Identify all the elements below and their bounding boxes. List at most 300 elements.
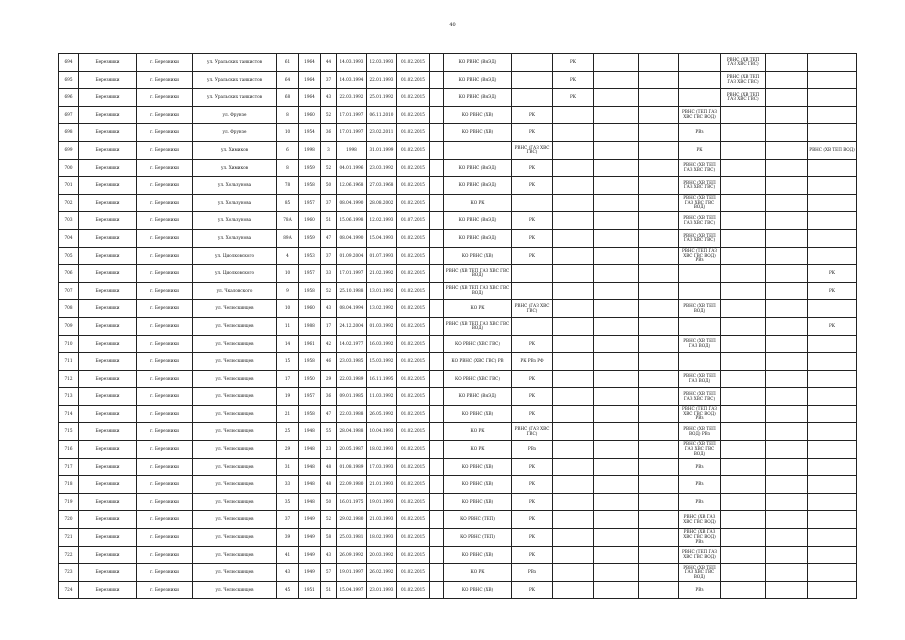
cell-city: г. Березники	[137, 564, 193, 582]
cell-house-number: 8	[277, 106, 299, 124]
cell-city: г. Березники	[137, 335, 193, 353]
cell-works-2017	[553, 317, 594, 335]
cell-house-number: 11	[277, 317, 299, 335]
cell-works-2018	[594, 388, 639, 406]
cell-date-1: 22.03.1992	[337, 89, 367, 107]
cell-row-number: 711	[59, 353, 79, 371]
cell-date-1: 08.04.1994	[337, 300, 367, 318]
cell-works-2015: КО РК	[444, 300, 512, 318]
cell-works-2015: КО РВНС (ВнЭД)	[444, 71, 512, 89]
cell-date-3: 01.02.2015	[397, 511, 430, 529]
cell-works-2017	[553, 159, 594, 177]
cell-works-2017	[553, 370, 594, 388]
cell-row-number: 706	[59, 265, 79, 283]
cell-city: г. Березники	[137, 229, 193, 247]
cell-works-2017	[553, 124, 594, 142]
cell-date-2: 16.03.1992	[367, 335, 397, 353]
cell-build-year: 1949	[299, 511, 321, 529]
cell-city: г. Березники	[137, 441, 193, 459]
cell-date-3: 01.02.2015	[397, 300, 430, 318]
cell-spacer	[430, 493, 444, 511]
cell-spacer	[430, 124, 444, 142]
cell-works-2016: РК	[512, 546, 553, 564]
cell-build-year: 1960	[299, 212, 321, 230]
cell-city: г. Березники	[137, 405, 193, 423]
cell-spacer	[430, 89, 444, 107]
cell-date-2: 26.02.1992	[367, 564, 397, 582]
cell-house-number: 61	[277, 54, 299, 72]
cell-works-2018	[594, 476, 639, 494]
table-row	[59, 159, 857, 177]
cell-city: г. Березники	[137, 141, 193, 159]
cell-row-number: 702	[59, 194, 79, 212]
cell-works-2021	[721, 317, 766, 335]
cell-wear-percent: 48	[321, 476, 337, 494]
cell-city: г. Березники	[137, 581, 193, 599]
cell-spacer	[430, 54, 444, 72]
cell-works-2020	[679, 54, 721, 72]
cell-works-2015: КО РВНС (ВнЭД)	[444, 159, 512, 177]
cell-city: г. Березники	[137, 493, 193, 511]
cell-build-year: 1949	[299, 564, 321, 582]
cell-works-2022	[766, 388, 808, 406]
cell-spacer	[430, 106, 444, 124]
cell-locality: Березники	[79, 229, 137, 247]
cell-city: г. Березники	[137, 247, 193, 265]
cell-spacer	[430, 353, 444, 371]
table-row	[59, 229, 857, 247]
cell-works-2022	[766, 265, 808, 283]
cell-city: г. Березники	[137, 212, 193, 230]
cell-works-2018	[594, 265, 639, 283]
cell-date-3: 01.02.2015	[397, 546, 430, 564]
table-row	[59, 71, 857, 89]
cell-date-1: 28.04.1988	[337, 423, 367, 441]
cell-locality: Березники	[79, 194, 137, 212]
cell-works-2016: РВНС (ГАЗ ХВС ГВС)	[512, 423, 553, 441]
cell-works-2023	[808, 546, 857, 564]
cell-row-number: 699	[59, 141, 79, 159]
cell-works-2023	[808, 458, 857, 476]
cell-date-1: 01.09.2004	[337, 247, 367, 265]
cell-locality: Березники	[79, 89, 137, 107]
cell-street: ул. Хользунова	[193, 212, 277, 230]
cell-works-2018	[594, 141, 639, 159]
cell-date-2: 28.08.2002	[367, 194, 397, 212]
cell-works-2021	[721, 335, 766, 353]
cell-works-2017	[553, 493, 594, 511]
cell-date-1: 15.04.1997	[337, 581, 367, 599]
cell-works-2017	[553, 229, 594, 247]
cell-works-2017	[553, 177, 594, 195]
cell-works-2016	[512, 265, 553, 283]
cell-row-number: 704	[59, 229, 79, 247]
cell-date-1: 15.06.1998	[337, 212, 367, 230]
cell-locality: Березники	[79, 405, 137, 423]
cell-date-2: 11.03.1992	[367, 388, 397, 406]
cell-build-year: 1988	[299, 317, 321, 335]
cell-works-2022	[766, 335, 808, 353]
cell-house-number: 33	[277, 476, 299, 494]
cell-works-2021	[721, 212, 766, 230]
table-row	[59, 423, 857, 441]
cell-works-2018	[594, 529, 639, 547]
cell-street: ул. Челюскинцев	[193, 529, 277, 547]
table-row	[59, 529, 857, 547]
cell-date-3: 01.02.2015	[397, 476, 430, 494]
cell-date-3: 01.02.2015	[397, 124, 430, 142]
cell-date-2: 01.03.1992	[367, 317, 397, 335]
cell-works-2016: РК	[512, 106, 553, 124]
cell-works-2023	[808, 564, 857, 582]
cell-date-1: 26.09.1992	[337, 546, 367, 564]
cell-city: г. Березники	[137, 177, 193, 195]
cell-works-2019	[639, 141, 679, 159]
cell-spacer	[430, 370, 444, 388]
cell-date-1: 23.03.1985	[337, 353, 367, 371]
cell-city: г. Березники	[137, 194, 193, 212]
cell-city: г. Березники	[137, 370, 193, 388]
cell-works-2023	[808, 54, 857, 72]
cell-date-3: 01.02.2015	[397, 493, 430, 511]
cell-works-2016: РВз	[512, 564, 553, 582]
cell-works-2022	[766, 247, 808, 265]
cell-date-3: 01.02.2015	[397, 141, 430, 159]
cell-street: ул. Фрунзе	[193, 106, 277, 124]
cell-works-2023	[808, 405, 857, 423]
cell-street: ул. Чкаловского	[193, 282, 277, 300]
cell-spacer	[430, 441, 444, 459]
cell-works-2020: РВНС (ХВ ТЕП ГАЗ ХВС ГВС ВОД)	[679, 194, 721, 212]
cell-spacer	[430, 265, 444, 283]
cell-works-2020: РВз	[679, 476, 721, 494]
cell-date-2: 17.03.1993	[367, 458, 397, 476]
cell-works-2016: РВНС (ГАЗ ХВС ГВС)	[512, 300, 553, 318]
cell-works-2016: РК	[512, 511, 553, 529]
cell-works-2020: РВНС (ТЕП ГАЗ ХВС ГВС ВОД) РВз	[679, 247, 721, 265]
cell-house-number: 41	[277, 546, 299, 564]
cell-wear-percent: 36	[321, 124, 337, 142]
cell-works-2016: РК	[512, 229, 553, 247]
cell-house-number: 29	[277, 441, 299, 459]
cell-works-2021	[721, 581, 766, 599]
cell-spacer	[430, 194, 444, 212]
cell-works-2021	[721, 388, 766, 406]
cell-works-2017: РК	[553, 71, 594, 89]
cell-build-year: 1950	[299, 370, 321, 388]
cell-works-2016: РК	[512, 476, 553, 494]
cell-works-2018	[594, 159, 639, 177]
cell-date-1: 09.01.1985	[337, 388, 367, 406]
cell-works-2023	[808, 388, 857, 406]
table-row	[59, 124, 857, 142]
cell-works-2020: РВз	[679, 493, 721, 511]
cell-house-number: 89А	[277, 229, 299, 247]
cell-works-2017	[553, 441, 594, 459]
cell-locality: Березники	[79, 141, 137, 159]
cell-date-1: 19.01.1997	[337, 564, 367, 582]
cell-works-2020	[679, 353, 721, 371]
cell-build-year: 1949	[299, 529, 321, 547]
cell-date-1: 16.01.1975	[337, 493, 367, 511]
cell-works-2015: КО РВНС (ХВ)	[444, 546, 512, 564]
cell-locality: Березники	[79, 529, 137, 547]
cell-spacer	[430, 529, 444, 547]
cell-locality: Березники	[79, 124, 137, 142]
cell-row-number: 718	[59, 476, 79, 494]
cell-date-3: 01.02.2015	[397, 317, 430, 335]
cell-city: г. Березники	[137, 300, 193, 318]
cell-house-number: 4	[277, 247, 299, 265]
cell-works-2020: РВНС (ХВ ТЕП ГАЗ ХВС ГВС)	[679, 177, 721, 195]
cell-works-2019	[639, 529, 679, 547]
cell-works-2023	[808, 71, 857, 89]
cell-works-2020: РВНС (ХВ ТЕП ВОД)	[679, 300, 721, 318]
register-table	[58, 53, 857, 599]
cell-build-year: 1960	[299, 300, 321, 318]
cell-works-2017	[553, 353, 594, 371]
cell-date-2: 21.03.1993	[367, 511, 397, 529]
cell-date-2: 21.02.1992	[367, 265, 397, 283]
cell-row-number: 709	[59, 317, 79, 335]
cell-works-2017	[553, 194, 594, 212]
cell-works-2017	[553, 388, 594, 406]
cell-works-2015: КО РВНС (ВнЭД)	[444, 54, 512, 72]
cell-build-year: 1964	[299, 71, 321, 89]
cell-spacer	[430, 423, 444, 441]
cell-works-2019	[639, 212, 679, 230]
cell-city: г. Березники	[137, 54, 193, 72]
cell-locality: Березники	[79, 300, 137, 318]
cell-works-2016: РК	[512, 370, 553, 388]
cell-build-year: 1964	[299, 54, 321, 72]
cell-date-2: 10.04.1993	[367, 423, 397, 441]
cell-house-number: 8	[277, 159, 299, 177]
cell-works-2015: КО РК	[444, 441, 512, 459]
cell-works-2016: РК	[512, 388, 553, 406]
cell-works-2017	[553, 247, 594, 265]
cell-street: ул. Хользунова	[193, 229, 277, 247]
cell-works-2023	[808, 212, 857, 230]
cell-works-2021	[721, 546, 766, 564]
cell-wear-percent: 52	[321, 282, 337, 300]
cell-works-2016: РК	[512, 159, 553, 177]
cell-build-year: 1948	[299, 493, 321, 511]
cell-works-2021	[721, 458, 766, 476]
cell-works-2015: КО РВНС (ВнЭД)	[444, 229, 512, 247]
cell-works-2017	[553, 282, 594, 300]
cell-street: ул. Челюскинцев	[193, 458, 277, 476]
table-row	[59, 265, 857, 283]
cell-works-2017: РК	[553, 54, 594, 72]
cell-date-2: 15.04.1993	[367, 229, 397, 247]
cell-works-2022	[766, 282, 808, 300]
cell-works-2015: КО РВНС (ХВ)	[444, 405, 512, 423]
cell-locality: Березники	[79, 476, 137, 494]
cell-street: ул. Фрунзе	[193, 124, 277, 142]
cell-works-2022	[766, 546, 808, 564]
cell-works-2019	[639, 353, 679, 371]
cell-works-2020	[679, 282, 721, 300]
cell-wear-percent: 43	[321, 89, 337, 107]
cell-works-2020: РВНС (ТЕП ГАЗ ХВС ГВС ВОД)	[679, 106, 721, 124]
cell-works-2018	[594, 511, 639, 529]
cell-row-number: 719	[59, 493, 79, 511]
cell-works-2018	[594, 194, 639, 212]
cell-works-2016	[512, 71, 553, 89]
cell-date-2: 12.03.1993	[367, 54, 397, 72]
cell-date-1: 14.02.1977	[337, 335, 367, 353]
cell-locality: Березники	[79, 54, 137, 72]
cell-works-2020: РВНС (ХВ ТЕП ВОД) РВз	[679, 423, 721, 441]
cell-spacer	[430, 141, 444, 159]
cell-locality: Березники	[79, 335, 137, 353]
cell-street: ул. Уральских танкистов	[193, 71, 277, 89]
cell-spacer	[430, 177, 444, 195]
cell-city: г. Березники	[137, 529, 193, 547]
cell-house-number: 10	[277, 124, 299, 142]
cell-works-2020	[679, 71, 721, 89]
cell-date-2: 27.03.1968	[367, 177, 397, 195]
cell-build-year: 1959	[299, 159, 321, 177]
cell-house-number: 6	[277, 141, 299, 159]
cell-works-2022	[766, 370, 808, 388]
cell-works-2023	[808, 529, 857, 547]
cell-works-2019	[639, 177, 679, 195]
cell-street: ул. Хользунова	[193, 177, 277, 195]
table-row	[59, 106, 857, 124]
cell-works-2019	[639, 265, 679, 283]
cell-works-2021	[721, 282, 766, 300]
cell-street: ул. Химиков	[193, 159, 277, 177]
cell-row-number: 701	[59, 177, 79, 195]
cell-date-1: 1998	[337, 141, 367, 159]
cell-row-number: 698	[59, 124, 79, 142]
cell-wear-percent: 43	[321, 300, 337, 318]
cell-works-2022	[766, 300, 808, 318]
cell-works-2016: РК	[512, 581, 553, 599]
cell-wear-percent: 37	[321, 194, 337, 212]
cell-row-number: 695	[59, 71, 79, 89]
cell-works-2022	[766, 71, 808, 89]
cell-works-2023	[808, 159, 857, 177]
cell-works-2023	[808, 106, 857, 124]
cell-works-2019	[639, 581, 679, 599]
cell-works-2023: РК	[808, 317, 857, 335]
cell-build-year: 1957	[299, 194, 321, 212]
cell-works-2015: КО РК	[444, 423, 512, 441]
cell-date-3: 01.02.2015	[397, 54, 430, 72]
table-row	[59, 89, 857, 107]
cell-works-2022	[766, 423, 808, 441]
cell-wear-percent: 57	[321, 564, 337, 582]
cell-works-2022	[766, 529, 808, 547]
cell-works-2018	[594, 247, 639, 265]
cell-works-2021	[721, 159, 766, 177]
cell-date-2: 21.01.1993	[367, 476, 397, 494]
cell-date-3: 01.07.2015	[397, 212, 430, 230]
cell-date-2: 18.02.1993	[367, 441, 397, 459]
cell-works-2021	[721, 476, 766, 494]
cell-city: г. Березники	[137, 159, 193, 177]
cell-build-year: 1949	[299, 546, 321, 564]
cell-date-3: 01.02.2015	[397, 529, 430, 547]
cell-build-year: 1951	[299, 581, 321, 599]
cell-wear-percent: 51	[321, 212, 337, 230]
cell-works-2021	[721, 124, 766, 142]
cell-works-2019	[639, 194, 679, 212]
cell-spacer	[430, 564, 444, 582]
cell-works-2018	[594, 546, 639, 564]
cell-works-2015: КО РВНС (ВнЭД)	[444, 177, 512, 195]
cell-locality: Березники	[79, 441, 137, 459]
cell-locality: Березники	[79, 546, 137, 564]
cell-works-2017	[553, 546, 594, 564]
cell-date-1: 25.03.1981	[337, 529, 367, 547]
cell-works-2020: РВНС (ХВ ТЕП ГАЗ ХВС ГВС)	[679, 159, 721, 177]
cell-wear-percent: 44	[321, 54, 337, 72]
cell-works-2021	[721, 564, 766, 582]
cell-works-2016: РК	[512, 529, 553, 547]
cell-works-2018	[594, 370, 639, 388]
cell-wear-percent: 43	[321, 546, 337, 564]
cell-date-3: 01.02.2015	[397, 423, 430, 441]
cell-wear-percent: 33	[321, 265, 337, 283]
cell-wear-percent: 47	[321, 405, 337, 423]
table-row	[59, 317, 857, 335]
cell-build-year: 1948	[299, 423, 321, 441]
cell-works-2022	[766, 89, 808, 107]
table-row	[59, 247, 857, 265]
cell-works-2015: РВНС (ХВ ТЕП ГАЗ ХВС ГВС ВОД)	[444, 317, 512, 335]
cell-locality: Березники	[79, 247, 137, 265]
cell-works-2019	[639, 476, 679, 494]
cell-date-1: 14.03.1993	[337, 54, 367, 72]
cell-works-2022	[766, 441, 808, 459]
cell-house-number: 64	[277, 71, 299, 89]
cell-works-2019	[639, 423, 679, 441]
cell-works-2018	[594, 335, 639, 353]
cell-works-2020: РВНС (ХВ ТЕП ГАЗ ВОД)	[679, 335, 721, 353]
cell-date-3: 01.02.2015	[397, 177, 430, 195]
cell-locality: Березники	[79, 581, 137, 599]
cell-house-number: 17	[277, 370, 299, 388]
cell-city: г. Березники	[137, 353, 193, 371]
cell-build-year: 1958	[299, 282, 321, 300]
cell-spacer	[430, 388, 444, 406]
cell-works-2021	[721, 423, 766, 441]
cell-street: ул. Челюскинцев	[193, 370, 277, 388]
cell-works-2015: КО РВНС (ХВ)	[444, 106, 512, 124]
table-row	[59, 300, 857, 318]
cell-locality: Березники	[79, 511, 137, 529]
cell-works-2023	[808, 441, 857, 459]
cell-date-2: 20.03.1992	[367, 546, 397, 564]
cell-street: ул. Циолковского	[193, 265, 277, 283]
cell-spacer	[430, 317, 444, 335]
cell-works-2016: РК	[512, 458, 553, 476]
table-row	[59, 405, 857, 423]
cell-works-2023	[808, 124, 857, 142]
cell-row-number: 700	[59, 159, 79, 177]
cell-works-2016	[512, 317, 553, 335]
cell-spacer	[430, 229, 444, 247]
cell-works-2016: РК	[512, 247, 553, 265]
cell-row-number: 714	[59, 405, 79, 423]
cell-street: ул. Челюскинцев	[193, 493, 277, 511]
cell-works-2020: РВНС (ХВ ТЕП ГАЗ ХВС ГВС)	[679, 388, 721, 406]
cell-works-2019	[639, 247, 679, 265]
